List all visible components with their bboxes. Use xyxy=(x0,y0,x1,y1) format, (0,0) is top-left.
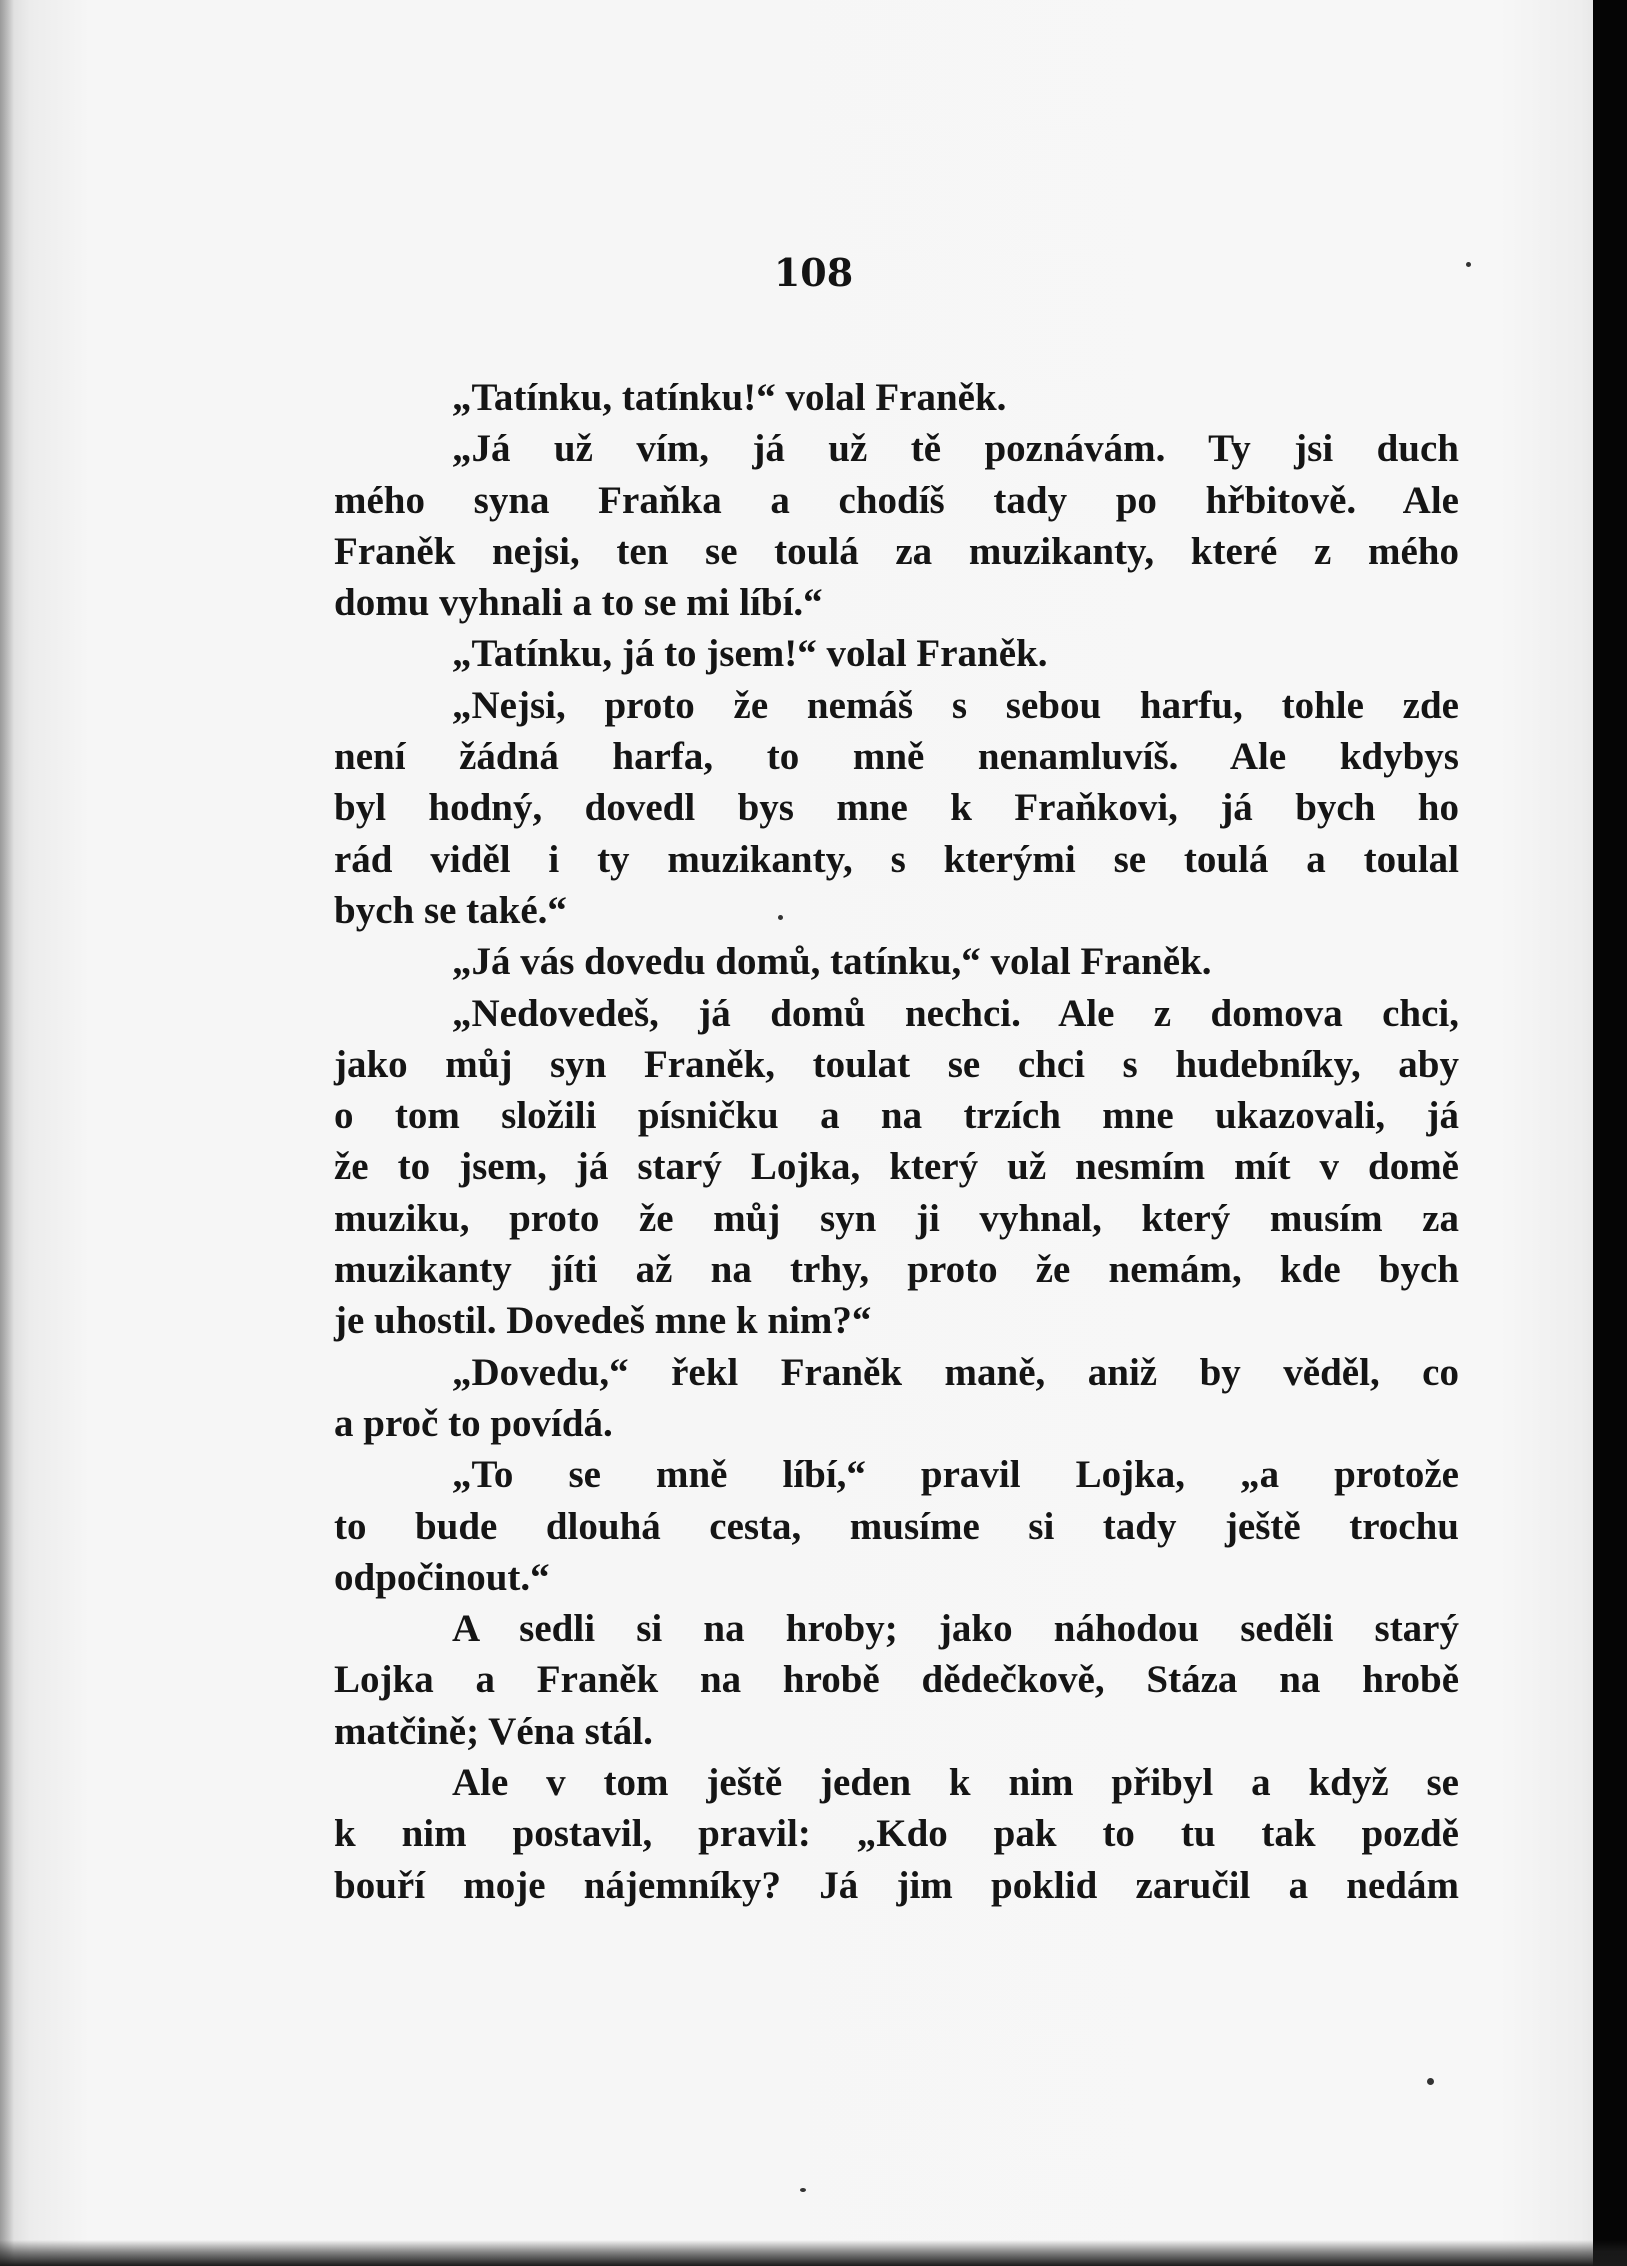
text-line: „Nejsi, proto že nemáš s sebou harfu, tohle zde xyxy=(452,683,1459,727)
text-line: bouří moje nájemníky? Já jim poklid zaručil a nedám xyxy=(334,1863,1459,1907)
body-text xyxy=(334,372,1459,1911)
text-line: „Já vás dovedu domů, tatínku,“ volal Franěk. xyxy=(452,940,1212,984)
page-left-shadow xyxy=(0,0,14,2266)
text-line: matčině; Véna stál. xyxy=(334,1709,653,1753)
text-line: mého syna Fraňka a chodíš tady po hřbitově. Ale xyxy=(334,478,1459,522)
text-line: a proč to povídá. xyxy=(334,1401,613,1445)
text-line: odpočinout.“ xyxy=(334,1555,550,1599)
dust-speck xyxy=(800,2188,806,2192)
text-line: domu vyhnali a to se mi líbí.“ xyxy=(334,581,823,625)
text-line: k nim postavil, pravil: „Kdo pak to tu tak pozdě xyxy=(334,1812,1459,1856)
text-line: Ale v tom ještě jeden k nim přibyl a když se xyxy=(452,1761,1459,1805)
text-line: je uhostil. Dovedeš mne k nim?“ xyxy=(334,1299,872,1343)
text-line: „To se mně líbí,“ pravil Lojka, „a protože xyxy=(452,1453,1459,1497)
text-line: muzikanty jíti až na trhy, proto že nemám, kde bych xyxy=(334,1248,1459,1292)
text-line: muziku, proto že můj syn ji vyhnal, který musím za xyxy=(334,1196,1459,1240)
text-line: byl hodný, dovedl bys mne k Fraňkovi, já bych ho xyxy=(334,786,1459,830)
text-line: není žádná harfa, to mně nenamluvíš. Ale kdybys xyxy=(334,735,1459,779)
text-line: „Nedovedeš, já domů nechci. Ale z domova chci, xyxy=(452,991,1459,1035)
scan-right-border xyxy=(1593,0,1627,2266)
text-line: jako můj syn Franěk, toulat se chci s hudebníky, aby xyxy=(334,1042,1459,1086)
text-line: Franěk nejsi, ten se toulá za muzikanty, které z mého xyxy=(334,529,1459,573)
text-line: A sedli si na hroby; jako náhodou seděli starý xyxy=(452,1607,1459,1651)
text-line: „Já už vím, já už tě poznávám. Ty jsi duch xyxy=(452,427,1459,471)
text-line: to bude dlouhá cesta, musíme si tady ještě trochu xyxy=(334,1504,1459,1548)
text-line: o tom složili písničku a na trzích mne ukazovali, já xyxy=(334,1094,1459,1138)
text-line: rád viděl i ty muzikanty, s kterými se toulá a toulal xyxy=(334,837,1459,881)
text-line: Lojka a Franěk na hrobě dědečkově, Stáza na hrobě xyxy=(334,1658,1459,1702)
text-line: „Tatínku, já to jsem!“ volal Franěk. xyxy=(452,632,1048,676)
text-line: „Tatínku, tatínku!“ volal Franěk. xyxy=(452,376,1007,419)
text-line: že to jsem, já starý Lojka, který už nesmím mít v domě xyxy=(334,1145,1459,1189)
dust-speck xyxy=(1427,2078,1434,2085)
text-line: „Dovedu,“ řekl Franěk maně, aniž by věděl, co xyxy=(452,1350,1459,1394)
page-number: 108 xyxy=(773,250,854,295)
text-line: bych se také.“ xyxy=(334,888,567,932)
scan-bottom-border xyxy=(0,2240,1627,2266)
